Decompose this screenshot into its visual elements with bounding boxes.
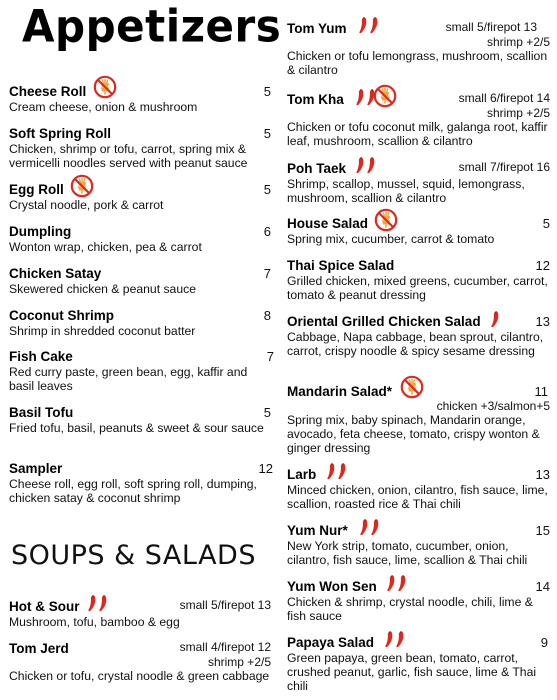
item-description: Chicken or tofu, crystal noodle & green cabbage [9,669,270,683]
item-description: Spring mix, baby spinach, Mandarin orange, avocado, feta cheese, tomato, crispy wonton & ginger dressing [287,413,540,456]
item-price: 13 [535,314,550,329]
item-name: Soft Spring Roll [9,126,111,142]
item-price: 14 [535,579,550,594]
item-price: 5 [263,84,271,99]
chili-pepper-icon [369,519,380,536]
item-size-price: small 5/firepot 13 [445,20,537,34]
menu-item-coconut-shrimp [9,307,271,338]
item-price: 13 [535,467,550,482]
item-description: Wonton wrap, chicken, pea & carrot [9,240,202,254]
chili-pepper-icon [383,631,394,648]
item-price: 7 [266,349,274,364]
item-price: 15 [535,523,550,538]
item-price: 5 [263,126,271,141]
item-name: Yum Nur* [287,523,348,539]
item-name: Larb [287,467,317,483]
chili-pepper-icon [368,17,379,34]
item-name: Papaya Salad [287,635,375,651]
item-price: 12 [258,461,273,476]
item-description: New York strip, tomato, cucumber, onion, cilantro, fish sauce, lime, scallion & Thai chili [287,539,528,568]
item-addon-price: shrimp +2/5 [486,35,550,49]
item-description: Chicken, shrimp or tofu, carrot, spring mix & vermicelli noodles served with peanut sauce [9,142,248,171]
no-gluten-icon [400,375,424,399]
item-price: 7 [263,266,271,281]
item-name: Basil Tofu [9,405,74,421]
item-price: 9 [540,635,548,650]
chili-pepper-icon [385,575,396,592]
item-description: Chicken or tofu coconut milk, galanga root, kaffir leaf, mushroom, scallion & cilantro [287,120,548,149]
no-gluten-icon [70,174,94,198]
item-addon-price: shrimp +2/5 [207,655,271,669]
menu-item-fish-cake [9,348,274,394]
chili-pepper-icon [86,595,97,612]
item-name: Egg Roll [9,182,64,198]
item-description: Minced chicken, onion, cilantro, fish sauce, lime, scallion, roasted rice & Thai chili [287,483,548,512]
item-name: House Salad [287,216,369,232]
item-size-price: small 5/firepot 13 [179,598,271,612]
menu-item-dumpling [9,223,271,254]
chili-pepper-icon [354,157,365,174]
no-gluten-icon [374,208,398,232]
chili-pepper-icon [396,575,407,592]
item-name: Tom Yum [287,21,347,37]
item-description: Fried tofu, basil, peanuts & sweet & sour sauce [9,421,264,435]
item-price: 6 [263,224,271,239]
menu-item-basil-tofu [9,404,271,435]
chili-pepper-icon [489,311,500,328]
chili-pepper-icon [325,463,336,480]
item-description: Spring mix, cucumber, carrot & tomato [287,232,495,246]
menu-item-yum-won-sen [287,578,550,623]
item-description: Shrimp, scallop, mussel, squid, lemongrass, mushroom, scallion & cilantro [287,177,525,206]
item-name: Coconut Shrimp [9,308,114,324]
chili-pepper-icon [336,463,347,480]
item-name: Dumpling [9,224,72,240]
item-name: Cheese Roll [9,84,87,100]
appetizers-heading: Appetizers [22,0,282,53]
item-description: Green papaya, green bean, tomato, carrot, crushed peanut, garlic, fish sauce, lime & Thai chili [287,651,537,694]
soups-salads-heading: SOUPS & SALADS [11,540,256,571]
item-description: Chicken or tofu lemongrass, mushroom, scallion & cilantro [287,49,548,78]
item-name: Tom Kha [287,92,344,108]
chili-pepper-icon [357,17,368,34]
chili-pepper-icon [354,89,365,106]
item-name: Tom Jerd [9,641,69,657]
menu-item-larb [287,466,550,511]
item-name: Fish Cake [9,349,73,365]
item-size-price: small 4/firepot 12 [179,640,271,654]
item-price: 5 [542,216,550,231]
item-name: Yum Won Sen [287,579,377,595]
no-gluten-icon [373,84,397,108]
chili-pepper-icon [358,519,369,536]
chili-pepper-icon [394,631,405,648]
item-name: Hot & Sour [9,599,80,615]
item-size-price: small 6/firepot 14 [458,91,550,105]
menu-item-papaya-salad [287,634,550,694]
item-addon-price: shrimp +2/5 [486,106,550,120]
menu-item-thai-spice-salad [287,257,550,302]
menu-item-mandarin-salad [287,383,550,456]
menu-item-hot-and-sour [9,598,271,629]
item-description: Cream cheese, onion & mushroom [9,100,198,114]
menu-item-egg-roll [9,181,271,212]
item-name: Poh Taek [287,161,347,177]
item-price: 8 [263,308,271,323]
item-price: 12 [535,258,550,273]
menu-item-tom-yum [287,20,550,77]
chili-pepper-icon [97,595,108,612]
item-name: Oriental Grilled Chicken Salad [287,314,481,330]
menu-item-yum-nur [287,522,550,567]
menu-item-sampler [9,460,271,505]
menu-item-chicken-satay [9,265,271,296]
item-addon-price: chicken +3/salmon+5 [436,399,550,413]
item-description: Shrimp in shredded coconut batter [9,324,196,338]
item-name: Chicken Satay [9,266,102,282]
item-description: Cabbage, Napa cabbage, bean sprout, cilantro, carrot, crispy noodle & spicy sesame dressing [287,330,544,359]
item-price: 5 [263,182,271,197]
item-price: 11 [534,384,548,399]
menu-item-poh-taek [287,160,550,205]
item-name: Thai Spice Salad [287,258,395,274]
item-name: Mandarin Salad* [287,384,393,400]
no-gluten-icon [93,75,117,99]
menu-item-tom-kha [287,91,550,148]
item-description: Mushroom, tofu, bamboo & egg [9,615,180,629]
item-description: Red curry paste, green bean, egg, kaffir and basil leaves [9,365,248,394]
item-price: 5 [263,405,271,420]
item-name: Sampler [9,461,63,477]
menu-item-house-salad [287,215,550,246]
item-description: Cheese roll, egg roll, soft spring roll, dumping, chicken satay & coconut shrimp [9,477,257,506]
item-description: Skewered chicken & peanut sauce [9,282,196,296]
item-size-price: small 7/firepot 16 [458,160,550,174]
menu-item-soft-spring-roll [9,125,271,170]
item-description: Crystal noodle, pork & carrot [9,198,164,212]
chili-pepper-icon [365,157,376,174]
menu-item-oriental-grilled-chicken-salad [287,313,550,358]
menu-item-cheese-roll [9,83,271,114]
item-description: Chicken & shrimp, crystal noodle, chili, lime & fish sauce [287,595,533,624]
item-description: Grilled chicken, mixed greens, cucumber, carrot, tomato & peanut dressing [287,274,548,303]
menu-item-tom-jerd [9,640,271,683]
